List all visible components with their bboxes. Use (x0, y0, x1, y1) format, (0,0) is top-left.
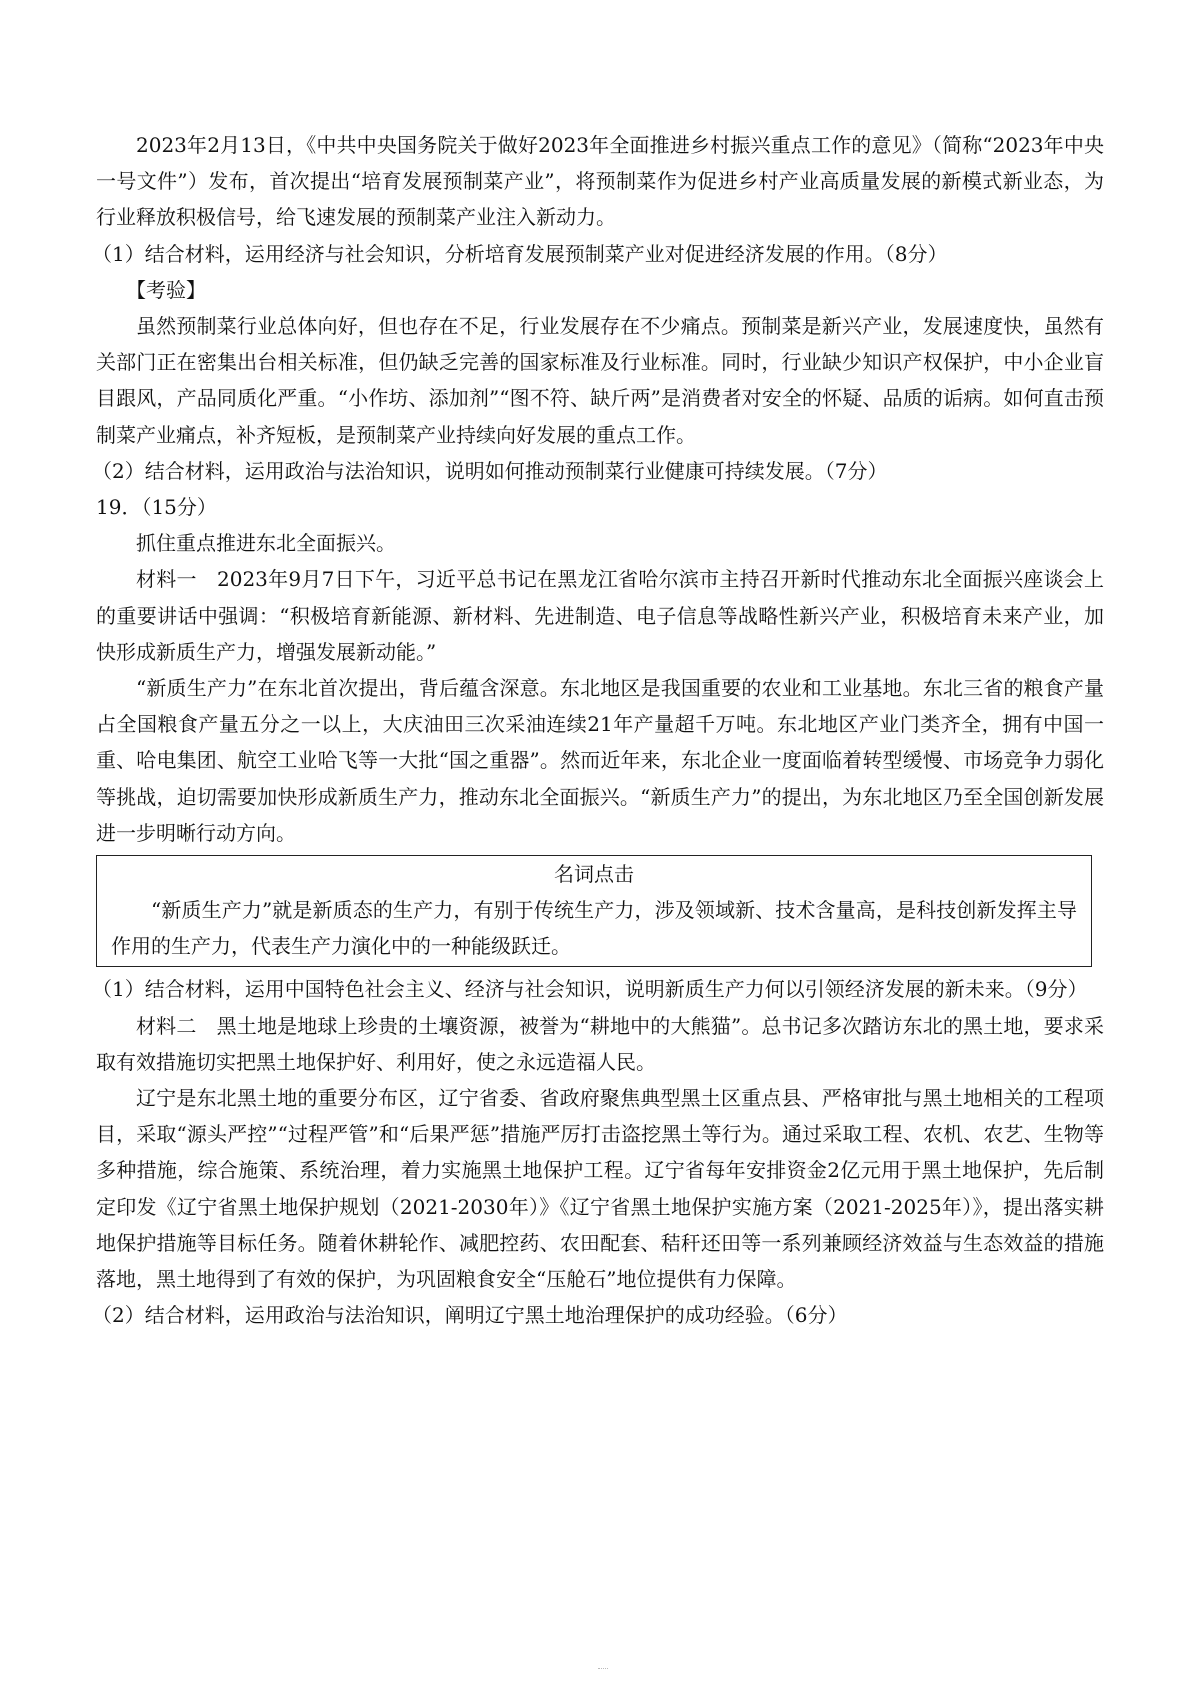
kaoyan-label: 【考验】 (126, 277, 206, 302)
material-1-paragraph: 材料一 2023年9月7日下午，习近平总书记在黑龙江省哈尔滨市主持召开新时代推动东北全面振兴座谈会上的重要讲话中强调：“积极培育新能源、新材料、先进制造、电子信息等战略性新兴产业，积极培育未来产业，加快形成新质生产力，增强发展新动能。” (96, 567, 1104, 664)
term-note-title: 名词点击 (554, 862, 634, 887)
material-1-paragraph-2: “新质生产力”在东北首次提出，背后蕴含深意。东北地区是我国重要的农业和工业基地。东北三省的粮食产量占全国粮食产量五分之一以上，大庆油田三次采油连续21年产量超千万吨。东北地区产业门类齐全，拥有中国一重、哈电集团、航空工业哈飞等一大批“国之重器”。然而近年来，东北企业一度面临着转型缓慢、市场竞争力弱化等挑战，迫切需要加快形成新质生产力，推动东北全面振兴。“新质生产力”的提出，为东北地区乃至全国创新发展进一步明晰行动方向。 (96, 676, 1104, 845)
material-2-paragraph-2: 辽宁是东北黑土地的重要分布区，辽宁省委、省政府聚焦典型黑土区重点县、严格审批与黑土地相关的工程项目，采取“源头严控”“过程严管”和“后果严惩”措施严厉打击盗挖黑土等行为。通过采取工程、农机、农艺、生物等多种措施，综合施策、系统治理，着力实施黑土地保护工程。辽宁省每年安排资金2亿元用于黑土地保护，先后制定印发《辽宁省黑土地保护规划（2021-2030年）》《辽宁省黑土地保护实施方案（2021-2025年）》，提出落实耕地保护措施等目标任务。随着休耕轮作、减肥控药、农田配套、秸秆还田等一系列兼顾经济效益与生态效益的措施落地，黑土地得到了有效的保护，为巩固粮食安全“压舱石”地位提供有力保障。 (96, 1086, 1104, 1292)
material-2-paragraph: 材料二 黑土地是地球上珍贵的土壤资源，被誉为“耕地中的大熊猫”。总书记多次踏访东北的黑土地，要求采取有效措施切实把黑土地保护好、利用好，使之永远造福人民。 (96, 1013, 1104, 1074)
page-content (92, 127, 1104, 1334)
intro-paragraph: 2023年2月13日，《中共中央国务院关于做好2023年全面推进乡村振兴重点工作的意见》（简称“2023年中央一号文件”）发布，首次提出“培育发展预制菜产业”，将预制菜作为促进乡村产业高质量发展的新模式新业态，为行业释放积极信号，给飞速发展的预制菜产业注入新动力。 (96, 133, 1104, 230)
question-19-topic: 抓住重点推进东北全面振兴。 (136, 531, 396, 556)
question-18-2: （2）结合材料，运用政治与法治知识，说明如何推动预制菜行业健康可持续发展。（7分） (92, 458, 888, 483)
term-note-text: “新质生产力”就是新质态的生产力，有别于传统生产力，涉及领域新、技术含量高，是科技创新发挥主导作用的生产力，代表生产力演化中的一种能级跃迁。 (111, 898, 1077, 959)
question-19-2: （2）结合材料，运用政治与法治知识，阐明辽宁黑土地治理保护的成功经验。（6分） (92, 1303, 848, 1328)
question-19-1: （1）结合材料，运用中国特色社会主义、经济与社会知识，说明新质生产力何以引领经济发展的新未来。（9分） (92, 977, 1088, 1002)
term-note-box (96, 855, 1092, 967)
kaoyan-paragraph: 虽然预制菜行业总体向好，但也存在不足，行业发展存在不少痛点。预制菜是新兴产业，发展速度快，虽然有关部门正在密集出台相关标准，但仍缺乏完善的国家标准及行业标准。同时，行业缺少知识产权保护，中小企业盲目跟风，产品同质化严重。“小作坊、添加剂”“图不符、缺斤两”是消费者对安全的怀疑、品质的诟病。如何直击预制菜产业痛点，补齐短板，是预制菜产业持续向好发展的重点工作。 (96, 314, 1104, 447)
footer-mark (598, 1668, 608, 1671)
question-18-1: （1）结合材料，运用经济与社会知识，分析培育发展预制菜产业对促进经济发展的作用。（8分） (92, 241, 948, 266)
question-19-header: 19．（15分） (96, 495, 217, 520)
